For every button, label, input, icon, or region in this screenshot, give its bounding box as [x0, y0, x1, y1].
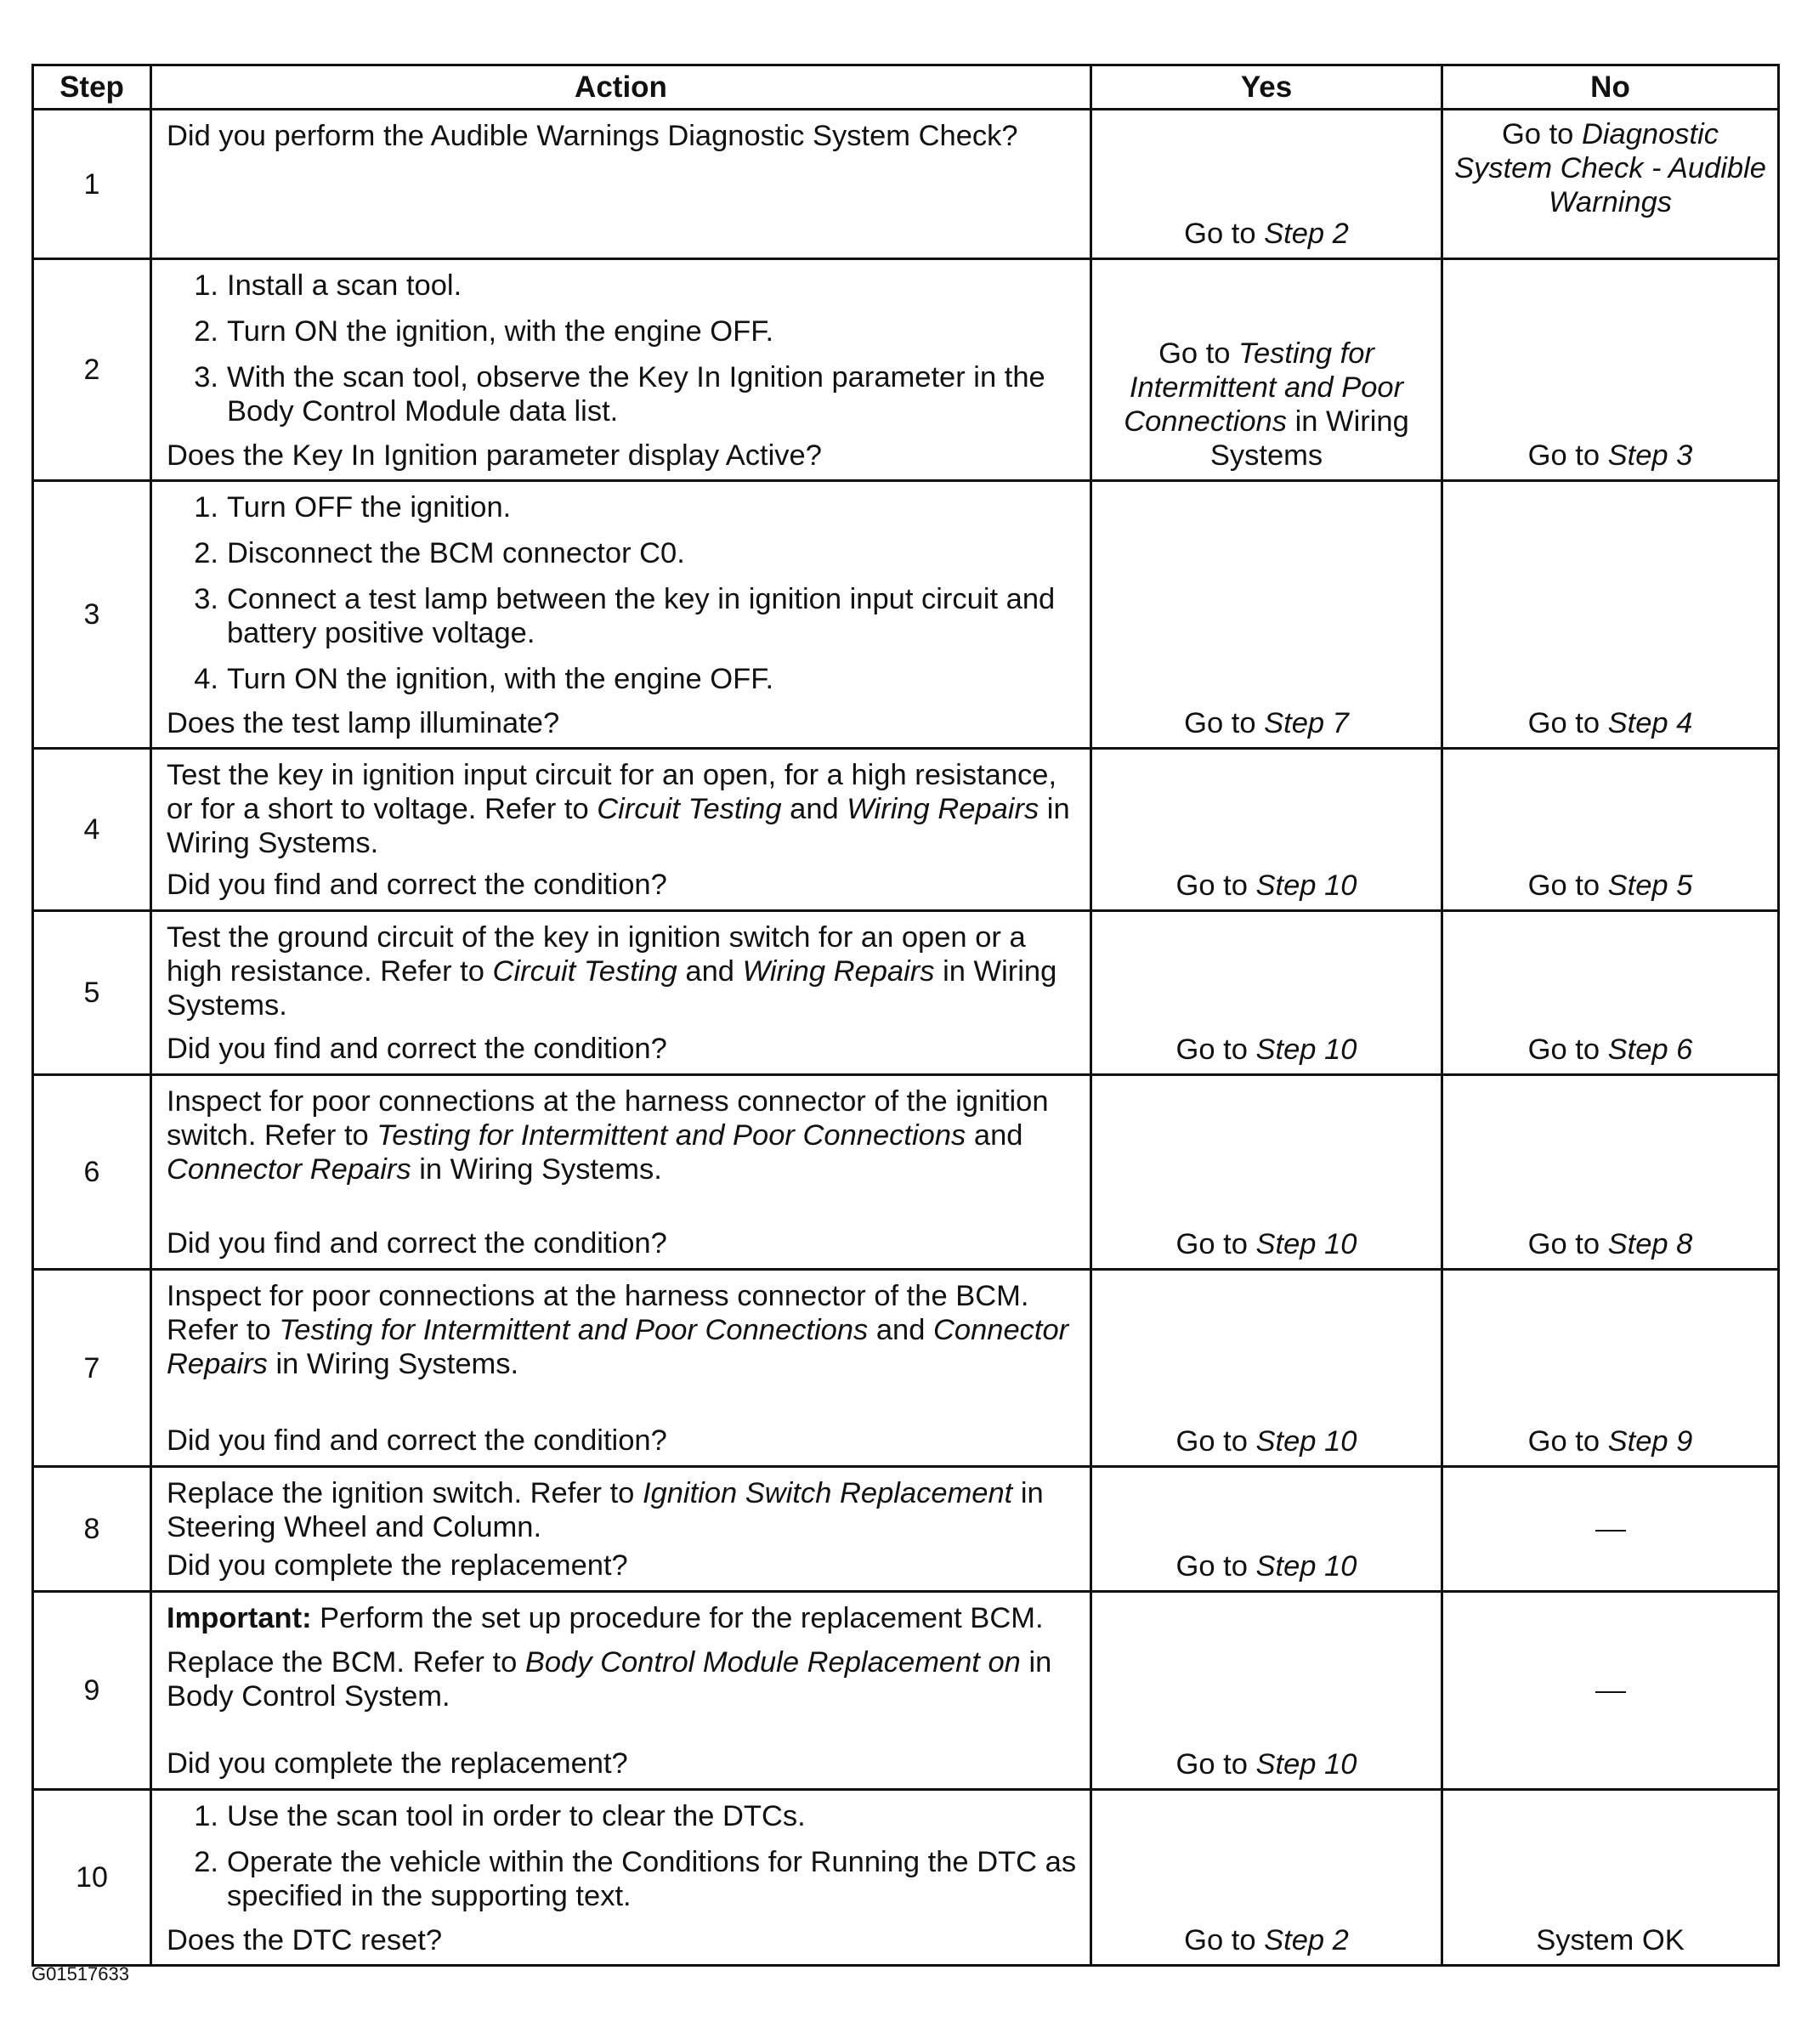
text-run: Perform the set up procedure for the replacement BCM.	[311, 1602, 1044, 1634]
yes-result	[1091, 1592, 1442, 1790]
text-run: Turn ON the ignition, with the engine OFF.	[227, 315, 774, 348]
action-instructions	[167, 119, 1079, 153]
dash-mark	[1595, 1530, 1626, 1532]
header-action: Action	[151, 65, 1091, 110]
text-run: Inspect for poor connections at the harness connector of the BCM. Refer to	[167, 1280, 1029, 1346]
list-item	[167, 536, 1079, 570]
text-run: Go to	[1184, 218, 1265, 250]
step-number: 6	[33, 1075, 151, 1270]
step-number: 7	[33, 1270, 151, 1467]
action-cell	[151, 1075, 1091, 1270]
text-run: Go to	[1527, 707, 1608, 739]
action-instructions	[167, 1279, 1079, 1381]
action-paragraph	[167, 1279, 1079, 1381]
list-item	[167, 582, 1079, 650]
list-text	[227, 582, 1079, 650]
emphasis-text: Important:	[167, 1602, 312, 1634]
text-run: Turn ON the ignition, with the engine OFF.	[227, 663, 774, 695]
step-number: 10	[33, 1790, 151, 1966]
text-run: and	[677, 955, 743, 988]
reference-link: Step 8	[1607, 1228, 1693, 1260]
reference-link: Ignition Switch Replacement	[642, 1477, 1013, 1509]
no-result	[1442, 481, 1779, 749]
yes-result	[1091, 749, 1442, 911]
action-question: Did you complete the replacement?	[167, 1549, 628, 1582]
step-number: 9	[33, 1592, 151, 1790]
text-run: Replace the ignition switch. Refer to	[167, 1477, 643, 1509]
list-item	[167, 662, 1079, 696]
list-item	[167, 360, 1079, 428]
text-run: in Wiring Systems	[1209, 405, 1409, 472]
action-question: Did you find and correct the condition?	[167, 1227, 667, 1260]
reference-link: Step 6	[1607, 1033, 1693, 1066]
list-item	[167, 1799, 1079, 1833]
step-number: 4	[33, 749, 151, 911]
text-run: Go to	[1527, 1228, 1608, 1260]
action-cell	[151, 1467, 1091, 1592]
header-row	[33, 65, 1779, 110]
text-run: Go to	[1175, 1748, 1256, 1781]
yes-result	[1091, 259, 1442, 481]
text-run: in Steering Wheel and Column.	[167, 1477, 1044, 1543]
action-question: Does the Key In Ignition parameter display Active?	[167, 439, 822, 472]
reference-link: Testing for Intermittent and Poor Connections	[377, 1119, 966, 1152]
action-question: Does the DTC reset?	[167, 1924, 443, 1956]
action-cell	[151, 749, 1091, 911]
table-row	[33, 259, 1779, 481]
list-text	[227, 662, 1079, 696]
reference-link: Step 4	[1607, 707, 1693, 739]
action-cell	[151, 259, 1091, 481]
no-result	[1442, 259, 1779, 481]
action-list	[167, 1799, 1079, 1913]
text-run: in Wiring Systems.	[167, 955, 1057, 1022]
list-text	[227, 314, 1079, 348]
list-number: 4.	[194, 663, 218, 695]
reference-link: Wiring Repairs	[847, 793, 1039, 825]
reference-link: Step 3	[1607, 439, 1693, 472]
table-row	[33, 481, 1779, 749]
table-row	[33, 1075, 1779, 1270]
text-run: in Wiring Systems.	[167, 793, 1070, 859]
text-run: Connect a test lamp between the key in ignition input circuit and battery positive voltage.	[227, 583, 1056, 649]
action-cell	[151, 110, 1091, 259]
list-text	[227, 490, 1079, 524]
list-item	[167, 1845, 1079, 1913]
reference-link: Connector Repairs	[167, 1153, 411, 1186]
text-run: Go to	[1527, 1033, 1608, 1066]
text-run: Go to	[1175, 1425, 1256, 1458]
list-item	[167, 490, 1079, 524]
list-text	[227, 1799, 1079, 1833]
list-number: 1.	[194, 269, 218, 302]
text-run: Test the ground circuit of the key in ignition switch for an open or a high resistance. Refer to	[167, 921, 1026, 988]
reference-link: Wiring Repairs	[742, 955, 935, 988]
text-run: and	[868, 1314, 933, 1346]
yes-result	[1091, 911, 1442, 1075]
action-question: Did you find and correct the condition?	[167, 869, 667, 901]
action-instructions	[167, 1476, 1079, 1544]
reference-link: Step 5	[1607, 869, 1693, 902]
list-number: 3.	[194, 361, 218, 394]
table-body	[33, 110, 1779, 1966]
action-paragraph	[167, 1601, 1079, 1635]
yes-result	[1091, 1270, 1442, 1467]
no-result	[1442, 110, 1779, 259]
table-row	[33, 1790, 1779, 1966]
action-paragraph	[167, 1645, 1079, 1713]
list-text	[227, 269, 1079, 303]
action-cell	[151, 1592, 1091, 1790]
text-run: Go to	[1184, 1924, 1265, 1956]
list-number: 3.	[194, 583, 218, 615]
yes-result	[1091, 481, 1442, 749]
reference-link: Diagnostic System Check - Audible Warnings	[1454, 118, 1766, 218]
reference-link: Body Control Module Replacement on	[524, 1646, 1021, 1679]
no-result	[1442, 911, 1779, 1075]
text-run: Test the key in ignition input circuit for an open, for a high resistance, or for a short to voltage. Refer to	[167, 759, 1057, 825]
text-run: and	[966, 1119, 1023, 1152]
action-list	[167, 269, 1079, 428]
text-run: System OK	[1536, 1924, 1685, 1956]
list-number: 1.	[194, 1800, 218, 1832]
reference-link: Step 2	[1264, 1924, 1349, 1956]
reference-link: Step 10	[1255, 1550, 1357, 1583]
table-row	[33, 110, 1779, 259]
text-run: Replace the BCM. Refer to	[167, 1646, 525, 1679]
action-instructions	[167, 1084, 1079, 1186]
text-run: and	[781, 793, 847, 825]
list-text	[227, 360, 1079, 428]
table-row	[33, 1592, 1779, 1790]
header-step: Step	[33, 65, 151, 110]
list-item	[167, 269, 1079, 303]
list-item	[167, 314, 1079, 348]
text-run: in Body Control System.	[167, 1646, 1052, 1713]
reference-link: Step 10	[1255, 869, 1357, 902]
table-row	[33, 749, 1779, 911]
yes-result	[1091, 1790, 1442, 1966]
step-number: 2	[33, 259, 151, 481]
text-run: Go to	[1158, 337, 1239, 370]
action-paragraph	[167, 758, 1079, 860]
text-run: Operate the vehicle within the Conditions for Running the DTC as specified in the supporting text.	[227, 1846, 1077, 1912]
action-instructions	[167, 1799, 1079, 1923]
figure-id: G01517633	[31, 1963, 129, 1985]
reference-link: Testing for Intermittent and Poor Connections	[1124, 337, 1404, 438]
table-row	[33, 911, 1779, 1075]
table-row	[33, 1270, 1779, 1467]
text-run: Turn OFF the ignition.	[227, 491, 512, 524]
yes-result	[1091, 110, 1442, 259]
no-result	[1442, 1467, 1779, 1592]
action-cell	[151, 1270, 1091, 1467]
text-run: With the scan tool, observe the Key In Ignition parameter in the Body Control Module data list.	[227, 361, 1045, 427]
action-cell	[151, 481, 1091, 749]
text-run: Go to	[1184, 707, 1265, 739]
action-cell	[151, 1790, 1091, 1966]
table-row	[33, 1467, 1779, 1592]
reference-link: Circuit Testing	[492, 955, 677, 988]
action-question: Did you find and correct the condition?	[167, 1033, 667, 1065]
list-text	[227, 536, 1079, 570]
dash-mark	[1595, 1691, 1626, 1693]
reference-link: Step 10	[1255, 1228, 1357, 1260]
action-instructions	[167, 490, 1079, 706]
action-paragraph	[167, 920, 1079, 1022]
text-run: Go to	[1175, 1228, 1256, 1260]
step-number: 1	[33, 110, 151, 259]
action-instructions	[167, 269, 1079, 439]
action-paragraph	[167, 119, 1079, 153]
text-run: Go to	[1527, 1425, 1608, 1458]
action-question: Did you find and correct the condition?	[167, 1424, 667, 1457]
reference-link: Circuit Testing	[597, 793, 782, 825]
list-number: 2.	[194, 537, 218, 569]
action-paragraph	[167, 1476, 1079, 1544]
reference-link: Step 9	[1607, 1425, 1693, 1458]
reference-link: Step 2	[1264, 218, 1349, 250]
action-question: Did you complete the replacement?	[167, 1747, 628, 1780]
text-run: Go to	[1501, 118, 1582, 150]
action-question: Does the test lamp illuminate?	[167, 707, 560, 739]
no-result	[1442, 1270, 1779, 1467]
diagnostic-table	[31, 64, 1780, 1967]
step-number: 5	[33, 911, 151, 1075]
text-run: in Wiring Systems.	[411, 1153, 662, 1186]
text-run: Did you perform the Audible Warnings Diagnostic System Check?	[167, 120, 1018, 152]
yes-result	[1091, 1075, 1442, 1270]
text-run: Disconnect the BCM connector C0.	[227, 537, 685, 569]
text-run: Go to	[1527, 439, 1608, 472]
step-number: 8	[33, 1467, 151, 1592]
no-result	[1442, 1790, 1779, 1966]
text-run: Go to	[1175, 1550, 1256, 1583]
step-number: 3	[33, 481, 151, 749]
reference-link: Connector Repairs	[167, 1314, 1069, 1380]
text-run: in Wiring Systems.	[267, 1348, 519, 1380]
text-run: Go to	[1175, 1033, 1256, 1066]
text-run: Go to	[1527, 869, 1608, 902]
text-run: Use the scan tool in order to clear the DTCs.	[227, 1800, 806, 1832]
reference-link: Step 10	[1255, 1425, 1357, 1458]
reference-link: Step 10	[1255, 1033, 1357, 1066]
no-result	[1442, 1592, 1779, 1790]
text-run: Install a scan tool.	[227, 269, 462, 302]
header-yes: Yes	[1091, 65, 1442, 110]
reference-link: Step 7	[1264, 707, 1349, 739]
text-run: Inspect for poor connections at the harness connector of the ignition switch. Refer to	[167, 1085, 1049, 1152]
no-result	[1442, 1075, 1779, 1270]
list-number: 1.	[194, 491, 218, 524]
action-cell	[151, 911, 1091, 1075]
action-instructions	[167, 1601, 1079, 1713]
text-run: Go to	[1175, 869, 1256, 902]
action-instructions	[167, 920, 1079, 1022]
action-paragraph	[167, 1084, 1079, 1186]
header-no: No	[1442, 65, 1779, 110]
list-number: 2.	[194, 1846, 218, 1878]
reference-link: Step 10	[1255, 1748, 1357, 1781]
action-list	[167, 490, 1079, 696]
reference-link: Testing for Intermittent and Poor Connections	[279, 1314, 869, 1346]
list-text	[227, 1845, 1079, 1913]
no-result	[1442, 749, 1779, 911]
list-number: 2.	[194, 315, 218, 348]
action-instructions	[167, 758, 1079, 860]
yes-result	[1091, 1467, 1442, 1592]
